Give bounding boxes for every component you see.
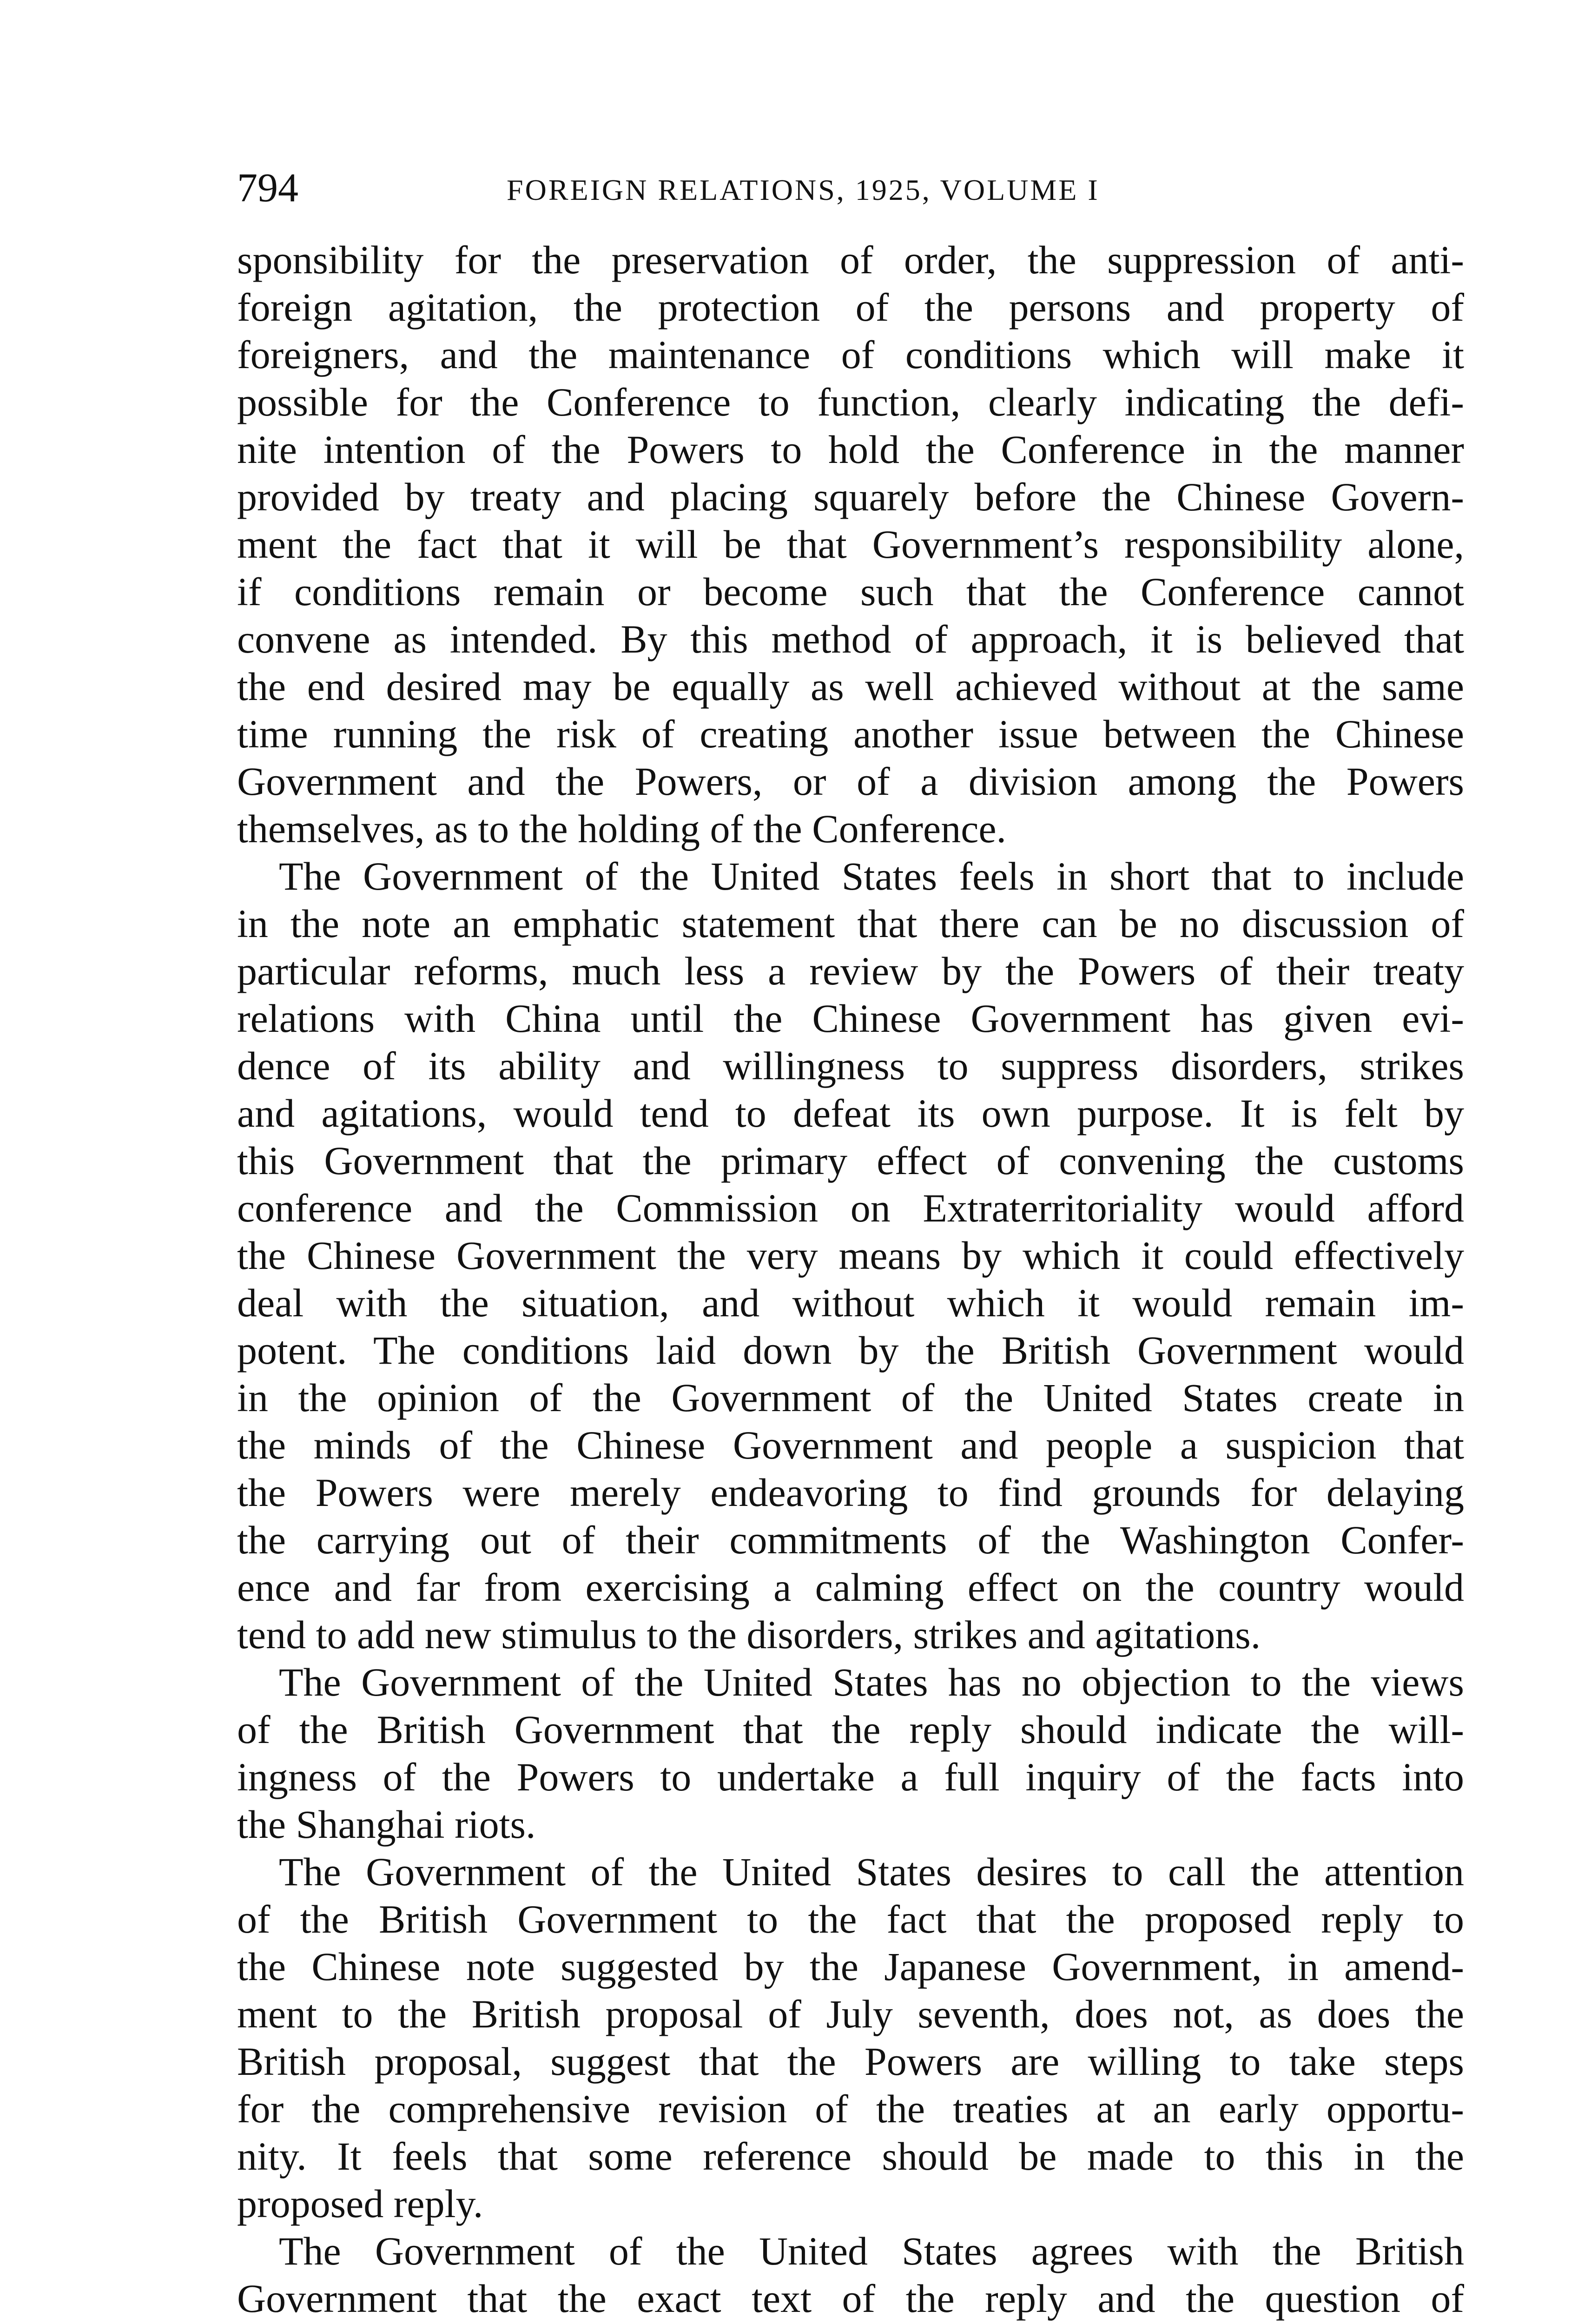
text-line: The Government of the United States has no objection to the views (279, 1660, 1464, 1704)
text-line: foreign agitation, the protection of the persons and property of (237, 285, 1464, 330)
body-text (237, 236, 1464, 2324)
text-line: ment the fact that it will be that Government’s responsibility alone, (237, 522, 1464, 567)
header-title: FOREIGN RELATIONS, 1925, VOLUME I (507, 173, 1100, 206)
text-line: potent. The conditions laid down by the British Government would (237, 1328, 1464, 1373)
text-line: the Chinese Government the very means by which it could effectively (237, 1233, 1464, 1278)
text-line: in the note an emphatic statement that there can be no discussion of (237, 901, 1464, 946)
text-line: the Shanghai riots. (237, 1802, 536, 1847)
text-line: convene as intended. By this method of approach, it is believed that (237, 617, 1464, 661)
running-header (237, 165, 1492, 221)
text-line: sponsibility for the preservation of order, the suppression of anti- (237, 238, 1464, 282)
text-line: and agitations, would tend to defeat its own purpose. It is felt by (237, 1091, 1464, 1136)
text-line: Government that the exact text of the reply and the question of (237, 2276, 1464, 2321)
text-line: The Government of the United States feels in short that to include (279, 854, 1464, 898)
text-line: The Government of the United States agrees with the British (279, 2229, 1464, 2273)
text-line: the carrying out of their commitments of the Washington Confer- (237, 1518, 1464, 1562)
text-line: particular reforms, much less a review by the Powers of their treaty (237, 949, 1464, 993)
text-line: proposed reply. (237, 2181, 483, 2226)
paragraph (237, 1848, 1464, 2227)
text-line (237, 2322, 1464, 2324)
text-line: the Chinese note suggested by the Japanese Government, in amend- (237, 1944, 1464, 1989)
text-line: the minds of the Chinese Government and people a suspicion that (237, 1423, 1464, 1467)
text-line: tend to add new stimulus to the disorders, strikes and agitations. (237, 1612, 1261, 1657)
text-line: nity. It feels that some reference should be made to this in the (237, 2134, 1464, 2179)
text-line: The Government of the United States desires to call the attention (279, 1849, 1464, 1894)
text-line: nite intention of the Powers to hold the Conference in the manner (237, 427, 1464, 472)
paragraph (237, 236, 1464, 852)
text-line: this Government that the primary effect of convening the customs (237, 1138, 1464, 1183)
paragraph (237, 852, 1464, 1658)
text-line: deal with the situation, and without which it would remain im- (237, 1281, 1464, 1325)
text-line: if conditions remain or become such that the Conference cannot (237, 569, 1464, 614)
text-line: the Powers were merely endeavoring to find grounds for delaying (237, 1470, 1464, 1515)
text-line: ment to the British proposal of July seventh, does not, as does the (237, 1992, 1464, 2036)
text-line: time running the risk of creating another issue between the Chinese (237, 712, 1464, 756)
text-line: ingness of the Powers to undertake a full inquiry of the facts into (237, 1755, 1464, 1799)
text-line: relations with China until the Chinese Government has given evi- (237, 996, 1464, 1041)
text-line: of the British Government that the reply should indicate the will- (237, 1707, 1464, 1752)
text-line: ence and far from exercising a calming effect on the country would (237, 1565, 1464, 1610)
text-line: Government and the Powers, or of a division among the Powers (237, 759, 1464, 804)
text-line: conference and the Commission on Extraterritoriality would afford (237, 1186, 1464, 1230)
page-number: 794 (237, 165, 298, 211)
text-line: dence of its ability and willingness to suppress disorders, strikes (237, 1043, 1464, 1088)
text-line: in the opinion of the Government of the United States create in (237, 1375, 1464, 1420)
paragraph (237, 1658, 1464, 1848)
text-line: possible for the Conference to function, clearly indicating the defi- (237, 380, 1464, 424)
text-line: provided by treaty and placing squarely before the Chinese Govern- (237, 475, 1464, 519)
text-line: the end desired may be equally as well achieved without at the same (237, 664, 1464, 709)
text-line: for the comprehensive revision of the treaties at an early opportu- (237, 2086, 1464, 2131)
paragraph (237, 2227, 1464, 2324)
text-line: of the British Government to the fact that the proposed reply to (237, 1897, 1464, 1941)
text-line: themselves, as to the holding of the Conference. (237, 806, 1007, 851)
text-line: foreigners, and the maintenance of conditions which will make it (237, 332, 1464, 377)
text-line: British proposal, suggest that the Powers are willing to take steps (237, 2039, 1464, 2084)
